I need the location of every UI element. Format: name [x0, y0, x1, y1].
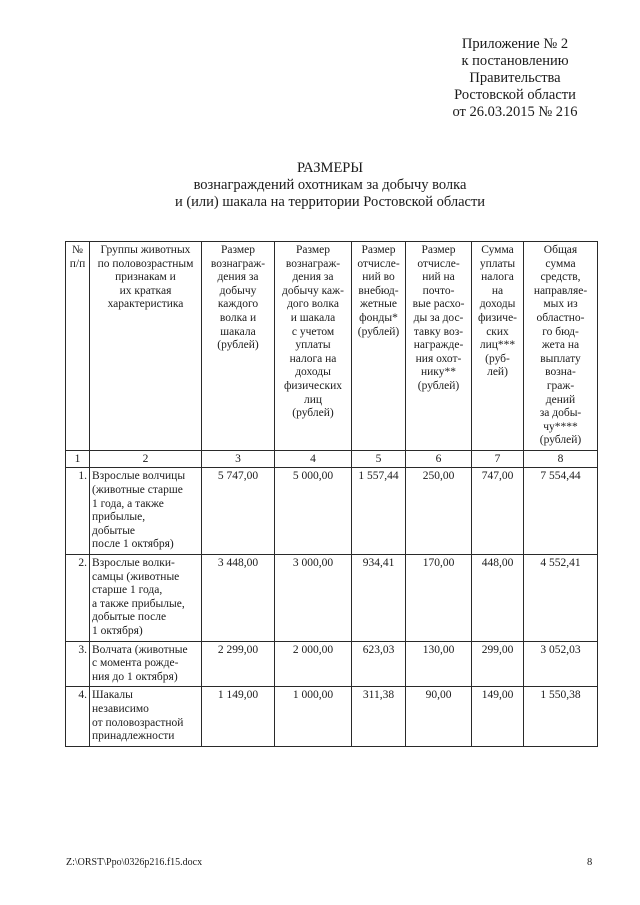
appendix-line: к постановлению — [461, 53, 569, 69]
postal-costs: 90,00 — [406, 687, 472, 746]
column-number: 8 — [524, 450, 598, 468]
row-number: 3. — [66, 641, 90, 687]
header-cell: Общая сумма средств, направляе- мых из областно- го бюд- жета на выплату возна- граж- дений за добы- чу**** (рублей) — [524, 242, 598, 451]
reward-amount: 5 747,00 — [202, 468, 275, 555]
income-tax: 448,00 — [472, 554, 524, 641]
header-cell: Размер отчисле- ний во внебюд- жетные фонды* (рублей) — [352, 242, 406, 451]
column-number: 6 — [406, 450, 472, 468]
total-amount: 7 554,44 — [524, 468, 598, 555]
reward-amount: 1 149,00 — [202, 687, 275, 746]
column-number: 2 — [90, 450, 202, 468]
total-amount: 3 052,03 — [524, 641, 598, 687]
header-row — [66, 242, 598, 451]
animal-group: Шакалы независимо от половозрастной принадлежности — [90, 687, 202, 746]
table-row — [66, 554, 598, 641]
header-cell: Размер вознаграж- дения за добычу каж- дого волка и шакала с учетом уплаты налога на доходы физических лиц (рублей) — [275, 242, 352, 451]
fund-deductions: 1 557,44 — [352, 468, 406, 555]
postal-costs: 130,00 — [406, 641, 472, 687]
fund-deductions: 934,41 — [352, 554, 406, 641]
reward-with-tax: 1 000,00 — [275, 687, 352, 746]
row-number: 2. — [66, 554, 90, 641]
appendix-line: Приложение № 2 — [461, 36, 569, 52]
income-tax: 299,00 — [472, 641, 524, 687]
animal-group: Взрослые волчицы (животные старше 1 года, а также прибылые, добытые после 1 октября) — [90, 468, 202, 555]
animal-group: Волчата (животные с момента рожде- ния до 1 октября) — [90, 641, 202, 687]
column-number: 1 — [66, 450, 90, 468]
file-path: Z:\ORST\Ppo\0326p216.f15.docx — [66, 857, 203, 868]
column-number: 7 — [472, 450, 524, 468]
title-line: вознаграждений охотникам за добычу волка — [193, 177, 467, 193]
fund-deductions: 311,38 — [352, 687, 406, 746]
row-number: 4. — [66, 687, 90, 746]
header-cell: Размер вознаграж- дения за добычу каждого волка и шакала (рублей) — [202, 242, 275, 451]
header-cell: № п/п — [66, 242, 90, 451]
total-amount: 1 550,38 — [524, 687, 598, 746]
column-number-row — [66, 450, 598, 468]
title-heading: РАЗМЕРЫ — [296, 160, 364, 176]
appendix-line: Правительства — [469, 70, 561, 86]
reward-with-tax: 2 000,00 — [275, 641, 352, 687]
column-number: 3 — [202, 450, 275, 468]
reward-amount: 2 299,00 — [202, 641, 275, 687]
income-tax: 149,00 — [472, 687, 524, 746]
row-number: 1. — [66, 468, 90, 555]
header-cell: Группы животных по половозрастным признакам и их краткая характеристика — [90, 242, 202, 451]
fund-deductions: 623,03 — [352, 641, 406, 687]
animal-group: Взрослые волки- самцы (животные старше 1 года, а также прибылые, добытые после 1 октября) — [90, 554, 202, 641]
header-cell: Сумма уплаты налога на доходы физиче- ских лиц*** (руб- лей) — [472, 242, 524, 451]
reward-with-tax: 3 000,00 — [275, 554, 352, 641]
appendix-line: от 26.03.2015 № 216 — [452, 104, 578, 120]
postal-costs: 250,00 — [406, 468, 472, 555]
table-row — [66, 641, 598, 687]
title-line: и (или) шакала на территории Ростовской области — [174, 194, 486, 210]
table-row — [66, 687, 598, 746]
column-number: 5 — [352, 450, 406, 468]
table-row — [66, 468, 598, 555]
postal-costs: 170,00 — [406, 554, 472, 641]
appendix-line: Ростовской области — [454, 87, 576, 103]
rewards-table — [65, 241, 598, 747]
page-number: 8 — [587, 857, 593, 868]
reward-amount: 3 448,00 — [202, 554, 275, 641]
appendix-block — [420, 36, 610, 121]
total-amount: 4 552,41 — [524, 554, 598, 641]
income-tax: 747,00 — [472, 468, 524, 555]
reward-with-tax: 5 000,00 — [275, 468, 352, 555]
document-title — [60, 160, 600, 211]
header-cell: Размер отчисле- ний на почто- вые расхо- ды за дос- тавку воз- награжде- ния охот- нику** (рублей) — [406, 242, 472, 451]
column-number: 4 — [275, 450, 352, 468]
